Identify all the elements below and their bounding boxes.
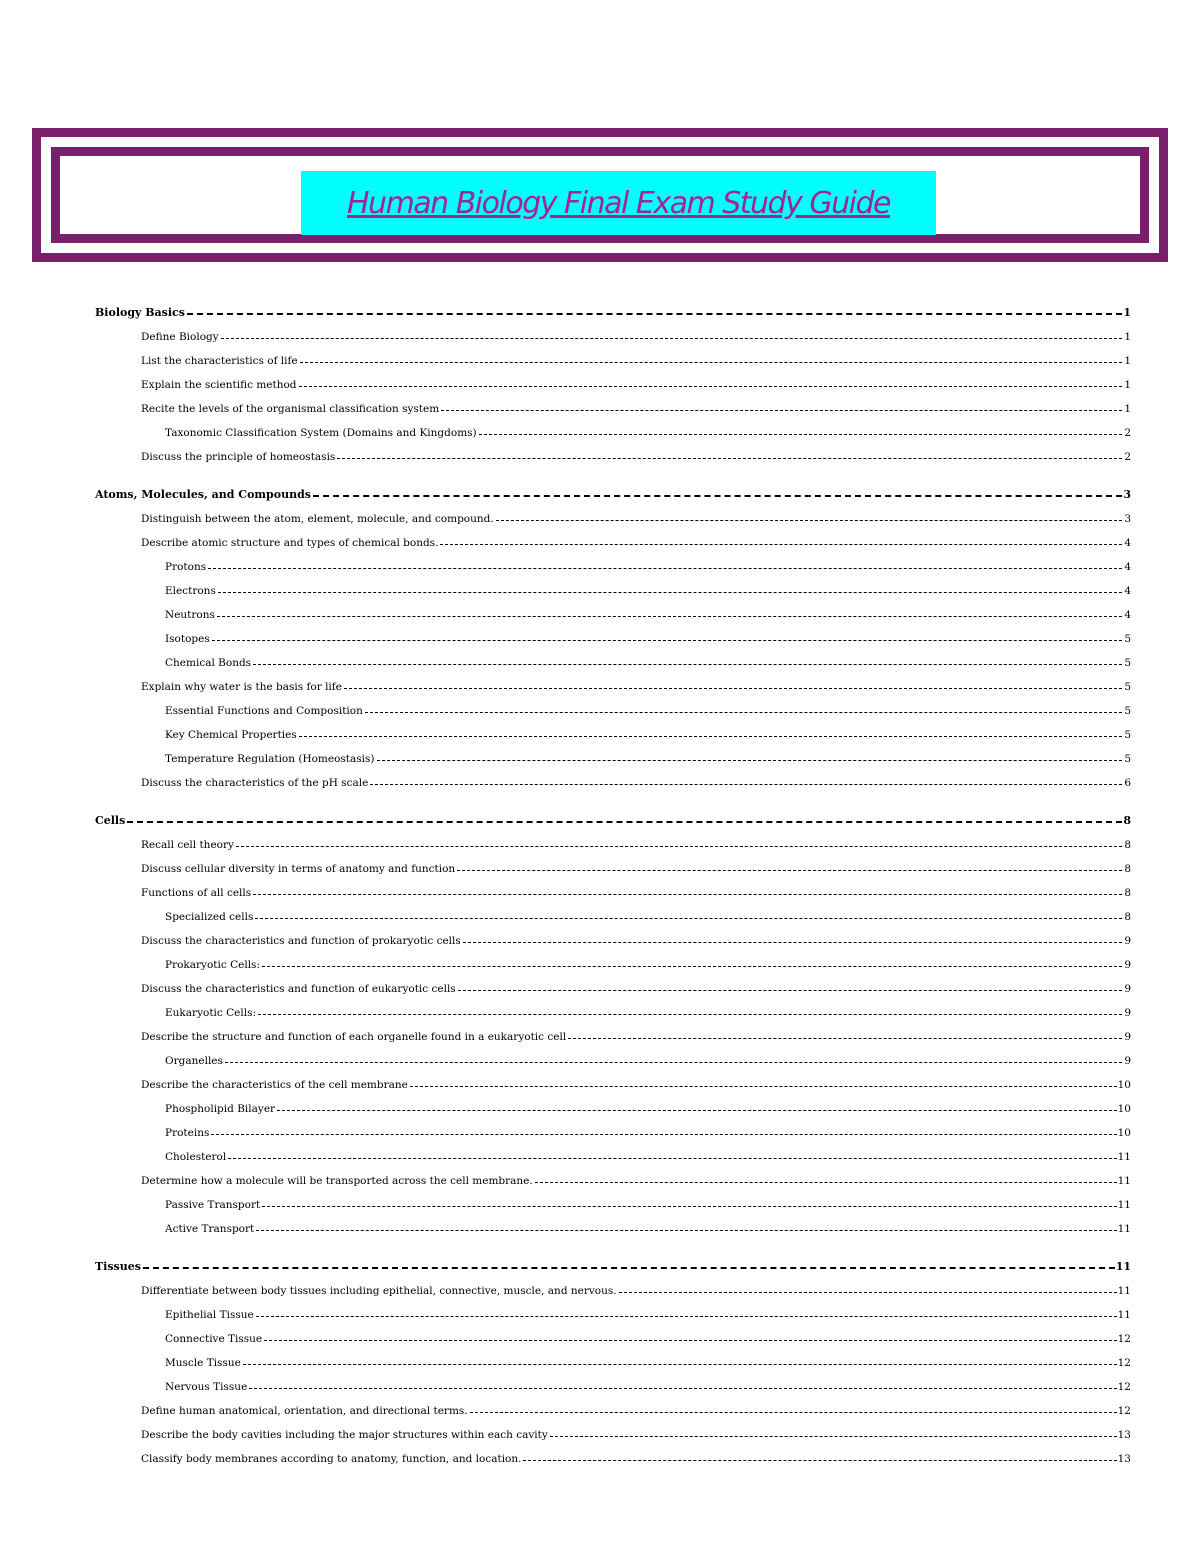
toc-entry[interactable]	[165, 751, 1131, 767]
toc-entry-label: Eukaryotic Cells:	[165, 1007, 257, 1019]
toc-entry-label: Connective Tissue	[165, 1333, 263, 1345]
toc-page-number: 12	[1117, 1405, 1131, 1417]
toc-page-number: 5	[1124, 681, 1131, 693]
toc-page-number: 1	[1124, 379, 1131, 391]
toc-page-number: 10	[1117, 1079, 1131, 1091]
toc-section-heading[interactable]	[95, 1259, 1131, 1275]
toc-entry[interactable]	[141, 885, 1131, 901]
toc-dot-leader	[212, 640, 1122, 641]
toc-entry-label: Discuss the characteristics and function of eukaryotic cells	[141, 983, 456, 995]
toc-dot-leader	[211, 1134, 1116, 1135]
toc-entry-label: Muscle Tissue	[165, 1357, 241, 1369]
toc-page-number: 5	[1124, 753, 1131, 765]
toc-page-number: 1	[1124, 331, 1131, 343]
toc-entry-label: Phospholipid Bilayer	[165, 1103, 276, 1115]
toc-entry-label: Chemical Bonds	[165, 657, 252, 669]
toc-page-number: 4	[1124, 609, 1131, 621]
toc-dot-leader	[535, 1182, 1117, 1183]
toc-dot-leader	[470, 1412, 1117, 1413]
toc-page-number: 2	[1124, 427, 1131, 439]
toc-entry[interactable]	[141, 377, 1131, 393]
toc-page-number: 12	[1117, 1357, 1131, 1369]
toc-entry[interactable]	[165, 1331, 1131, 1347]
toc-dot-leader	[143, 1267, 1115, 1269]
toc-entry[interactable]	[141, 1403, 1131, 1419]
toc-page-number: 5	[1124, 633, 1131, 645]
toc-page-number: 9	[1124, 1055, 1131, 1067]
toc-dot-leader	[370, 784, 1122, 785]
toc-entry[interactable]	[165, 703, 1131, 719]
toc-entry[interactable]	[165, 1355, 1131, 1371]
toc-entry[interactable]	[165, 1307, 1131, 1323]
toc-entry[interactable]	[165, 631, 1131, 647]
toc-dot-leader	[457, 870, 1122, 871]
toc-page-number: 12	[1117, 1333, 1131, 1345]
toc-entry[interactable]	[141, 775, 1131, 791]
toc-entry-label: Biology Basics	[95, 306, 185, 319]
toc-page-number: 13	[1117, 1429, 1131, 1441]
toc-page-number: 8	[1124, 911, 1131, 923]
toc-entry[interactable]	[165, 727, 1131, 743]
toc-entry-label: Discuss cellular diversity in terms of anatomy and function	[141, 863, 456, 875]
toc-entry-label: Taxonomic Classification System (Domains and Kingdoms)	[165, 427, 477, 439]
toc-entry-label: Recite the levels of the organismal classification system	[141, 403, 440, 415]
toc-dot-leader	[410, 1086, 1117, 1087]
toc-entry[interactable]	[141, 933, 1131, 949]
toc-page-number: 10	[1117, 1127, 1131, 1139]
toc-entry[interactable]	[141, 401, 1131, 417]
toc-entry[interactable]	[141, 679, 1131, 695]
toc-page-number: 4	[1124, 537, 1131, 549]
toc-dot-leader	[463, 942, 1122, 943]
toc-entry-label: Neutrons	[165, 609, 215, 621]
toc-entry-label: Proteins	[165, 1127, 210, 1139]
toc-dot-leader	[218, 592, 1122, 593]
toc-entry-label: Explain why water is the basis for life	[141, 681, 342, 693]
toc-dot-leader	[256, 1316, 1117, 1317]
toc-dot-leader	[187, 313, 1122, 315]
toc-page-number: 11	[1117, 1175, 1131, 1187]
toc-entry-label: Epithelial Tissue	[165, 1309, 254, 1321]
toc-entry[interactable]	[165, 1053, 1131, 1069]
toc-entry-label: Cells	[95, 814, 126, 827]
toc-page-number: 10	[1117, 1103, 1131, 1115]
toc-entry-label: Atoms, Molecules, and Compounds	[95, 488, 311, 501]
toc-entry[interactable]	[165, 1197, 1131, 1213]
toc-dot-leader	[217, 616, 1122, 617]
toc-entry[interactable]	[141, 353, 1131, 369]
toc-entry[interactable]	[165, 909, 1131, 925]
toc-entry[interactable]	[165, 1101, 1131, 1117]
toc-page-number: 11	[1117, 1199, 1131, 1211]
toc-entry-label: Cholesterol	[165, 1151, 227, 1163]
toc-dot-leader	[262, 1206, 1116, 1207]
toc-entry-label: Explain the scientific method	[141, 379, 297, 391]
toc-entry[interactable]	[165, 607, 1131, 623]
toc-entry-label: Electrons	[165, 585, 216, 597]
toc-dot-leader	[377, 760, 1122, 761]
toc-page-number: 9	[1124, 1007, 1131, 1019]
toc-dot-leader	[458, 990, 1122, 991]
toc-entry[interactable]	[141, 981, 1131, 997]
toc-section-heading[interactable]	[95, 813, 1131, 829]
toc-page-number: 8	[1124, 863, 1131, 875]
toc-entry-label: Discuss the characteristics of the pH scale	[141, 777, 369, 789]
toc-entry[interactable]	[141, 861, 1131, 877]
toc-entry[interactable]	[165, 559, 1131, 575]
toc-page-number: 3	[1123, 488, 1131, 501]
toc-entry-label: Define Biology	[141, 331, 219, 343]
toc-dot-leader	[337, 458, 1122, 459]
toc-page-number: 4	[1124, 561, 1131, 573]
toc-page-number: 9	[1124, 983, 1131, 995]
toc-entry-label: Isotopes	[165, 633, 210, 645]
toc-dot-leader	[344, 688, 1122, 689]
toc-entry[interactable]	[141, 1283, 1131, 1299]
toc-entry-label: Essential Functions and Composition	[165, 705, 363, 717]
toc-page-number: 8	[1124, 839, 1131, 851]
toc-entry-label: Active Transport	[165, 1223, 255, 1235]
toc-dot-leader	[568, 1038, 1122, 1039]
toc-entry-label: Define human anatomical, orientation, and directional terms.	[141, 1405, 468, 1417]
toc-dot-leader	[221, 338, 1122, 339]
toc-entry-label: Functions of all cells	[141, 887, 252, 899]
toc-page-number: 8	[1123, 814, 1131, 827]
toc-dot-leader	[550, 1436, 1117, 1437]
toc-entry-label: Key Chemical Properties	[165, 729, 297, 741]
toc-entry[interactable]	[141, 1173, 1131, 1189]
toc-dot-leader	[243, 1364, 1117, 1365]
toc-dot-leader	[619, 1292, 1117, 1293]
toc-dot-leader	[262, 966, 1122, 967]
toc-page-number: 5	[1124, 705, 1131, 717]
toc-entry-label: Nervous Tissue	[165, 1381, 248, 1393]
toc-page-number: 1	[1124, 403, 1131, 415]
toc-entry[interactable]	[141, 1077, 1131, 1093]
toc-entry-label: Protons	[165, 561, 207, 573]
toc-entry[interactable]	[165, 957, 1131, 973]
toc-dot-leader	[299, 736, 1122, 737]
toc-dot-leader	[255, 918, 1122, 919]
toc-page-number: 5	[1124, 657, 1131, 669]
toc-section-heading[interactable]	[95, 487, 1131, 503]
toc-entry[interactable]	[141, 329, 1131, 345]
toc-dot-leader	[313, 495, 1122, 497]
toc-page-number: 4	[1124, 585, 1131, 597]
toc-entry-label: Describe the characteristics of the cell membrane	[141, 1079, 408, 1091]
toc-entry-label: Tissues	[95, 1260, 141, 1273]
toc-entry-label: Prokaryotic Cells:	[165, 959, 260, 971]
toc-page-number: 2	[1124, 451, 1131, 463]
toc-entry-label: Determine how a molecule will be transported across the cell membrane.	[141, 1175, 533, 1187]
toc-dot-leader	[479, 434, 1122, 435]
toc-entry-label: Discuss the principle of homeostasis	[141, 451, 336, 463]
toc-entry[interactable]	[165, 1005, 1131, 1021]
toc-entry[interactable]	[165, 1149, 1131, 1165]
toc-entry[interactable]	[165, 655, 1131, 671]
toc-entry[interactable]	[141, 1451, 1131, 1467]
toc-dot-leader	[253, 894, 1122, 895]
toc-entry[interactable]	[165, 583, 1131, 599]
toc-page-number: 6	[1124, 777, 1131, 789]
toc-dot-leader	[127, 821, 1122, 823]
toc-dot-leader	[253, 664, 1122, 665]
toc-dot-leader	[277, 1110, 1117, 1111]
document-title: Human Biology Final Exam Study Guide	[347, 185, 890, 221]
toc-dot-leader	[225, 1062, 1122, 1063]
toc-dot-leader	[236, 846, 1122, 847]
toc-entry[interactable]	[141, 1029, 1131, 1045]
toc-page-number: 5	[1124, 729, 1131, 741]
toc-page-number: 12	[1117, 1381, 1131, 1393]
toc-entry-label: List the characteristics of life	[141, 355, 298, 367]
toc-entry-label: Classify body membranes according to anatomy, function, and location.	[141, 1453, 522, 1465]
toc-entry[interactable]	[141, 1427, 1131, 1443]
toc-entry-label: Discuss the characteristics and function of prokaryotic cells	[141, 935, 461, 947]
toc-entry-label: Passive Transport	[165, 1199, 261, 1211]
toc-page-number: 11	[1117, 1309, 1131, 1321]
toc-entry-label: Differentiate between body tissues including epithelial, connective, muscle, and nervous.	[141, 1285, 617, 1297]
toc-entry-label: Organelles	[165, 1055, 223, 1067]
toc-page-number: 11	[1115, 1260, 1131, 1273]
toc-entry[interactable]	[165, 1125, 1131, 1141]
toc-entry[interactable]	[141, 837, 1131, 853]
toc-page-number: 11	[1117, 1151, 1131, 1163]
toc-dot-leader	[440, 544, 1122, 545]
toc-section-heading[interactable]	[95, 305, 1131, 321]
toc-entry-label: Describe the body cavities including the major structures within each cavity	[141, 1429, 548, 1441]
toc-dot-leader	[523, 1460, 1116, 1461]
toc-entry[interactable]	[165, 1379, 1131, 1395]
toc-page-number: 9	[1124, 959, 1131, 971]
toc-page-number: 8	[1124, 887, 1131, 899]
toc-page-number: 9	[1124, 1031, 1131, 1043]
toc-entry[interactable]	[141, 511, 1131, 527]
toc-entry[interactable]	[165, 1221, 1131, 1237]
toc-entry-label: Specialized cells	[165, 911, 254, 923]
toc-page-number: 9	[1124, 935, 1131, 947]
toc-dot-leader	[228, 1158, 1116, 1159]
toc-page-number: 1	[1124, 355, 1131, 367]
toc-page-number: 3	[1124, 513, 1131, 525]
toc-dot-leader	[249, 1388, 1116, 1389]
toc-dot-leader	[208, 568, 1122, 569]
toc-page-number: 11	[1117, 1223, 1131, 1235]
toc-dot-leader	[299, 386, 1122, 387]
toc-page-number: 13	[1117, 1453, 1131, 1465]
toc-dot-leader	[496, 520, 1122, 521]
toc-dot-leader	[365, 712, 1122, 713]
toc-entry[interactable]	[141, 449, 1131, 465]
toc-entry-label: Distinguish between the atom, element, molecule, and compound.	[141, 513, 494, 525]
toc-dot-leader	[300, 362, 1122, 363]
toc-dot-leader	[441, 410, 1122, 411]
toc-dot-leader	[256, 1230, 1116, 1231]
toc-entry-label: Temperature Regulation (Homeostasis)	[165, 753, 375, 765]
toc-entry-label: Describe atomic structure and types of chemical bonds.	[141, 537, 439, 549]
toc-entry[interactable]	[141, 535, 1131, 551]
toc-page-number: 11	[1117, 1285, 1131, 1297]
toc-entry-label: Describe the structure and function of each organelle found in a eukaryotic cell	[141, 1031, 567, 1043]
toc-page-number: 1	[1123, 306, 1131, 319]
toc-entry[interactable]	[165, 425, 1131, 441]
toc-dot-leader	[258, 1014, 1122, 1015]
toc-entry-label: Recall cell theory	[141, 839, 234, 851]
toc-dot-leader	[264, 1340, 1116, 1341]
